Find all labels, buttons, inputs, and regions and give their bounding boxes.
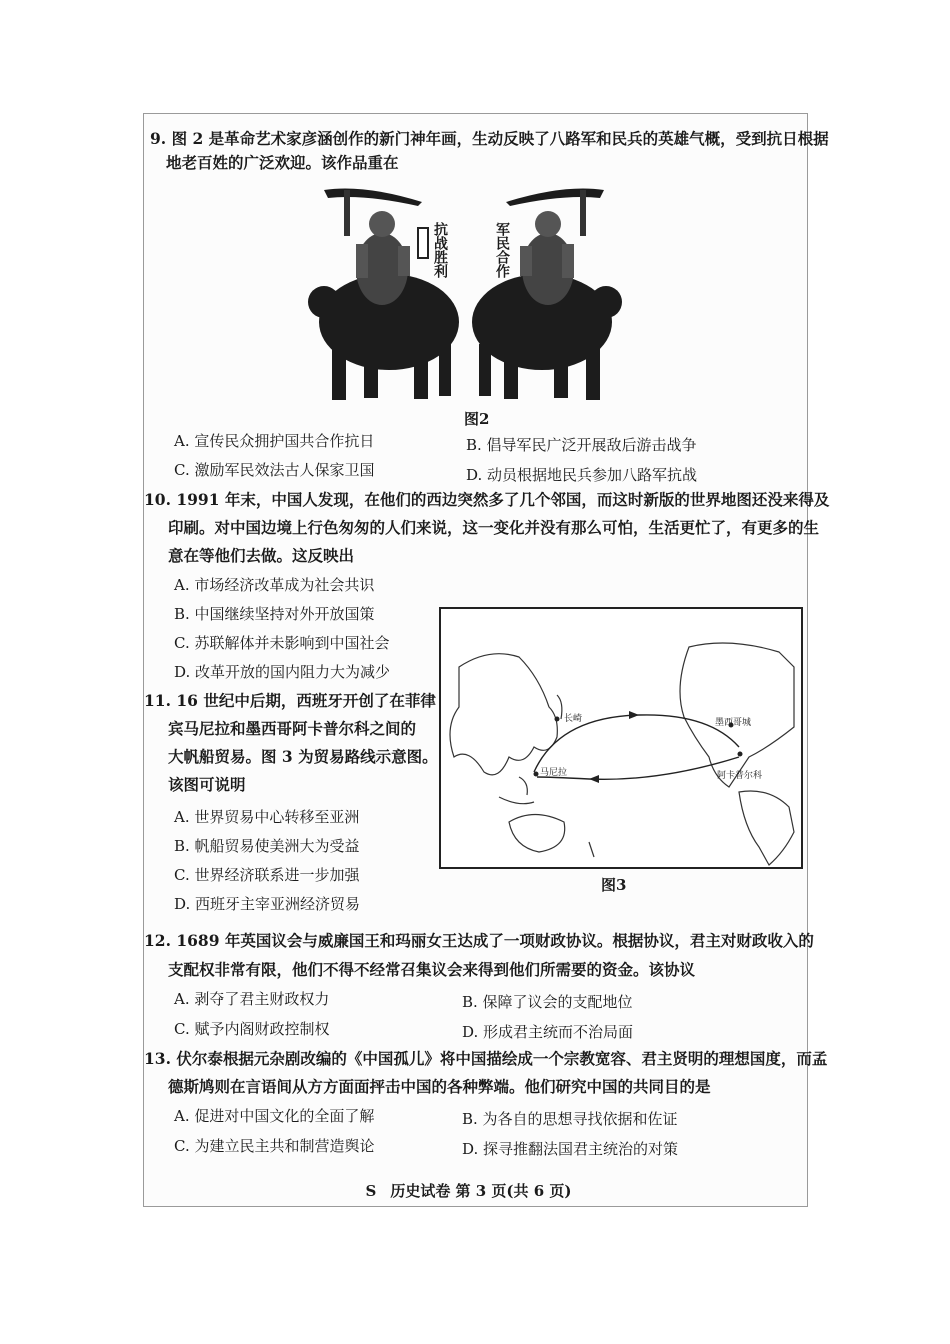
q12-option-a: A. 剥夺了君主财政权力 <box>174 990 330 1008</box>
q10-option-c: C. 苏联解体并未影响到中国社会 <box>174 634 390 652</box>
page-number-text: 历史试卷 第 3 页(共 6 页) <box>390 1182 572 1200</box>
page-footer <box>144 1180 807 1201</box>
map-label-nagasaki: 长崎 <box>564 714 583 724</box>
q13-option-a: A. 促进对中国文化的全面了解 <box>174 1107 375 1125</box>
q12-stem-line2: 支配权非常有限，他们不得不经常召集议会来得到他们所需要的资金。该协议 <box>168 960 696 979</box>
q13-option-d: D. 探寻推翻法国君主统治的对策 <box>462 1140 679 1158</box>
left-banner-text: 抗战胜利 <box>432 222 448 278</box>
q13-option-b: B. 为各自的思想寻找依据和佐证 <box>462 1110 678 1128</box>
q9-option-d: D. 动员根据地民兵参加八路军抗战 <box>466 466 698 484</box>
map-label-acapulco: 阿卡普尔科 <box>717 771 763 781</box>
q9-option-a: A. 宣传民众拥护国共合作抗日 <box>174 432 375 450</box>
q12-option-d: D. 形成君主统而不治局面 <box>462 1023 634 1041</box>
woodcut-door-gods-image <box>304 184 624 406</box>
figure-2-caption: 图2 <box>464 410 490 428</box>
q13-option-c: C. 为建立民主共和制营造舆论 <box>174 1137 375 1155</box>
figure-3-caption: 图3 <box>601 876 627 894</box>
q11-stem-line2: 宾马尼拉和墨西哥阿卡普尔科之间的 <box>168 719 417 738</box>
q10-option-a: A. 市场经济改革成为社会共识 <box>174 576 375 594</box>
map-label-mexico-city: 墨西哥城 <box>715 718 752 728</box>
q9-stem-line2: 地老百姓的广泛欢迎。该作品重在 <box>166 153 399 172</box>
paper-code: S <box>365 1182 377 1200</box>
q9-option-c: C. 激励军民效法古人保家卫国 <box>174 461 375 479</box>
q12-option-b: B. 保障了议会的支配地位 <box>462 993 633 1011</box>
q11-stem-line4: 该图可说明 <box>168 775 246 794</box>
q9-option-b: B. 倡导军民广泛开展敌后游击战争 <box>466 436 697 454</box>
exam-page <box>143 113 830 1207</box>
q12-stem-line1: 12. 1689 年英国议会与威廉国王和玛丽女王达成了一项财政协议。根据协议，君主对财政收入的 <box>144 931 814 950</box>
q10-stem-line2: 印刷。对中国边境上行色匆匆的人们来说，这一变化并没有那么可怕，生活更忙了，有更多的生 <box>168 518 820 537</box>
right-door-god <box>472 189 622 401</box>
q12-option-c: C. 赋予内阁财政控制权 <box>174 1020 330 1038</box>
q13-stem-line2: 德斯鸠则在言语间从方方面面抨击中国的各种弊端。他们研究中国的共同目的是 <box>168 1077 711 1096</box>
q11-option-d: D. 西班牙主宰亚洲经济贸易 <box>174 895 361 913</box>
q11-option-c: C. 世界经济联系进一步加强 <box>174 866 360 884</box>
right-banner-text: 军民合作 <box>494 222 510 278</box>
q11-option-b: B. 帆船贸易使美洲大为受益 <box>174 837 360 855</box>
left-door-god <box>308 189 459 401</box>
trade-route-world-map <box>439 607 804 870</box>
q10-option-b: B. 中国继续坚持对外开放国策 <box>174 605 375 623</box>
q10-stem-line1: 10. 1991 年末，中国人发现，在他们的西边突然多了几个邻国，而这时新版的世界地图还没来得及 <box>144 490 830 509</box>
q13-stem-line1: 13. 伏尔泰根据元杂剧改编的《中国孤儿》将中国描绘成一个宗教宽容、君主贤明的理想国度，而孟 <box>144 1049 828 1068</box>
q10-option-d: D. 改革开放的国内阻力大为减少 <box>174 663 391 681</box>
q11-stem-line3: 大帆船贸易。图 3 为贸易路线示意图。 <box>168 747 438 766</box>
q11-stem-line1: 11. 16 世纪中后期，西班牙开创了在菲律 <box>144 691 436 710</box>
q11-option-a: A. 世界贸易中心转移至亚洲 <box>174 808 360 826</box>
q10-stem-line3: 意在等他们去做。这反映出 <box>168 546 355 565</box>
map-label-manila: 马尼拉 <box>540 768 568 778</box>
q9-stem-line1: 9. 图 2 是革命艺术家彦涵创作的新门神年画，生动反映了八路军和民兵的英雄气概，受到抗日根据 <box>150 129 829 148</box>
